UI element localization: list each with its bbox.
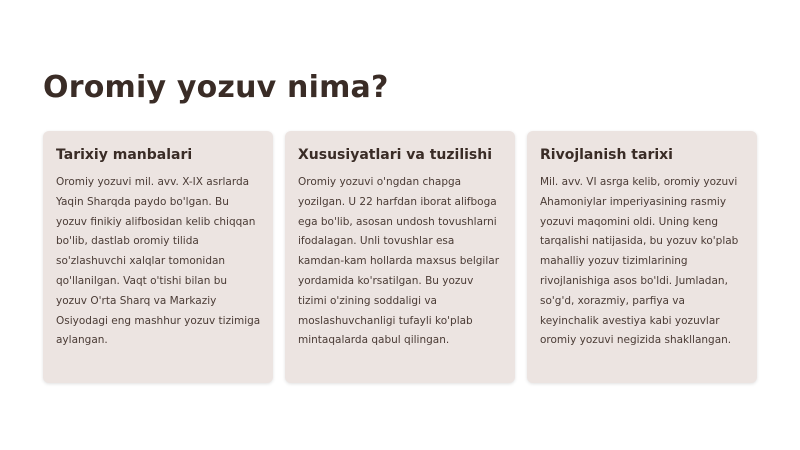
card-development-history: [527, 131, 757, 383]
card-body: Oromiy yozuvi mil. avv. X-IX asrlarda Yaqin Sharqda paydo bo'lgan. Bu yozuv finikiy alifbosidan kelib chiqqan bo'lib, dastlab oromiy tilida so'zlashuvchi xalqlar tomonidan qo'llanilgan. Vaqt o'tishi bilan bu yozuv O'rta Sharq va Markaziy Osiyodagi eng mashhur yozuv tizimiga aylangan.: [56, 176, 261, 347]
card-features-structure: [285, 131, 515, 383]
card-historical-sources: [43, 131, 273, 383]
card-title: Rivojlanish tarixi: [540, 147, 673, 163]
card-title: Xususiyatlari va tuzilishi: [298, 147, 493, 163]
card-title: Tarixiy manbalari: [56, 147, 193, 163]
cards-row: [43, 131, 758, 383]
card-body: Mil. avv. VI asrga kelib, oromiy yozuvi Ahamoniylar imperiyasining rasmiy yozuvi maqomini oldi. Uning keng tarqalishi natijasida, bu yozuv ko'plab mahalliy yozuv tizimlarining rivojlanishiga asos bo'ldi. Jumladan, so'g'd, xorazmiy, parfiya va keyinchalik avestiya kabi yozuvlar oromiy yozuvi negizida shakllangan.: [540, 176, 739, 347]
slide-title: Oromiy yozuv nima?: [43, 70, 389, 105]
card-body: Oromiy yozuvi o'ngdan chapga yozilgan. U 22 harfdan iborat alifboga ega bo'lib, asosan undosh tovushlarni ifodalagan. Unli tovushlar esa kamdan-kam hollarda maxsus belgilar yordamida ko'rsatilgan. Bu yozuv tizimi o'zining soddaligi va moslashuvchanligi tufayli ko'plab mintaqalarda qabul qilingan.: [298, 176, 500, 347]
